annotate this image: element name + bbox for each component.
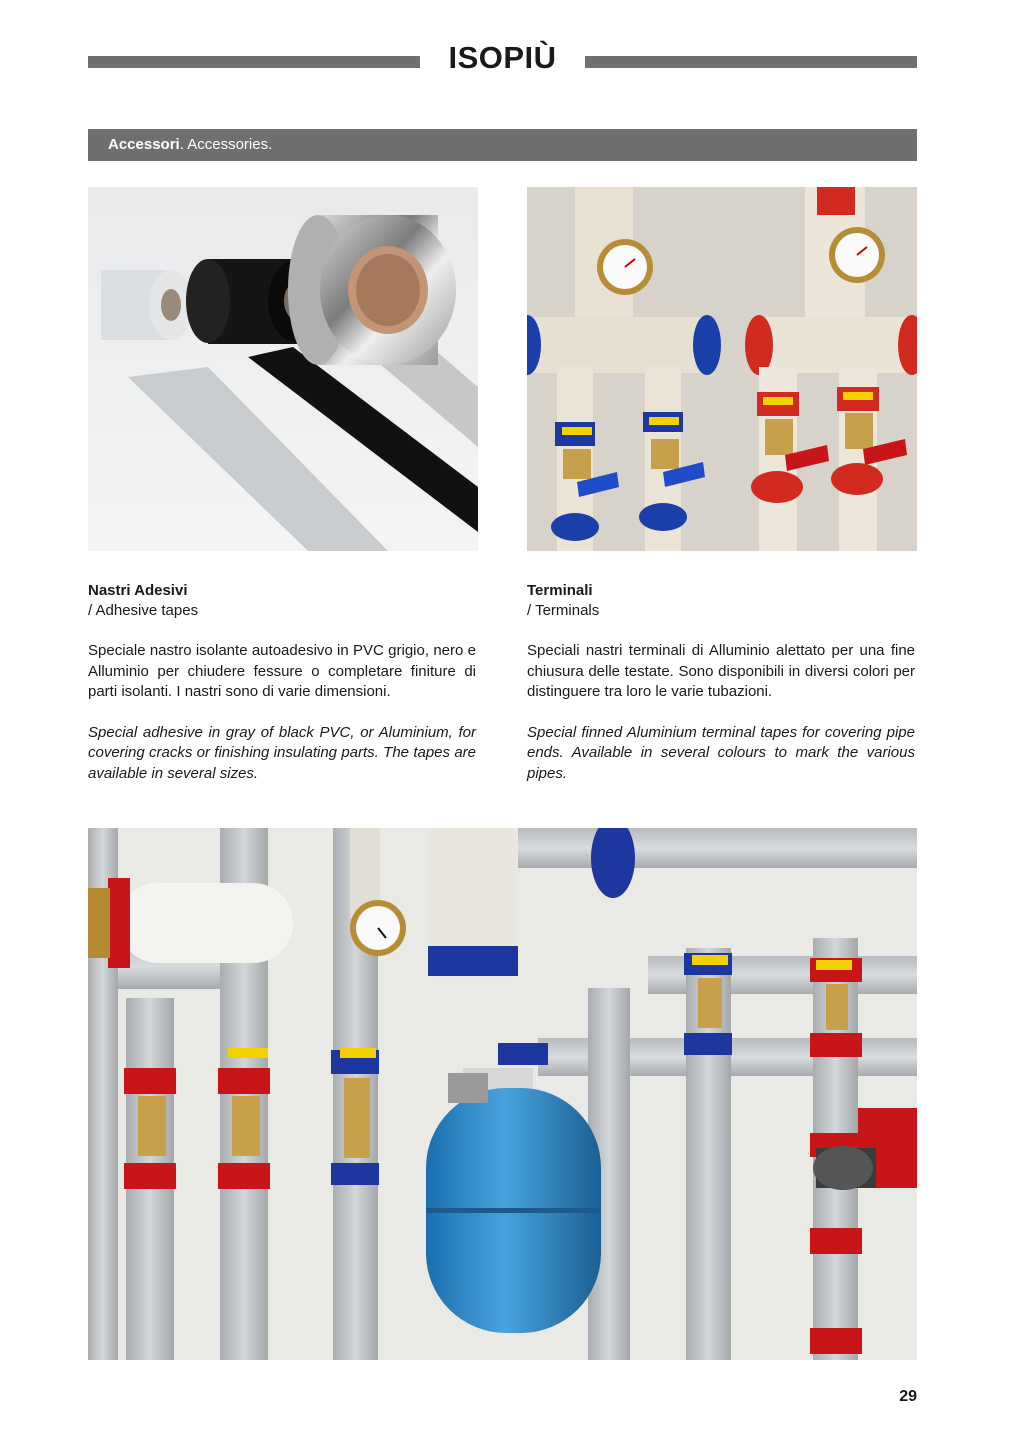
- tapes-text-italian: Speciale nastro isolante autoadesivo in PVC grigio, nero e Alluminio per chiudere fessure o completare finiture di parti isolanti. I nastri sono di varie dimensioni.: [88, 642, 476, 700]
- terminals-column: [527, 581, 915, 804]
- section-header: [88, 129, 917, 161]
- tapes-text-english: Special adhesive in gray of black PVC, or Aluminium, for covering cracks or finishing insulating parts. The tapes are available in several sizes.: [88, 723, 476, 782]
- section-title-rest: . Accessories.: [179, 136, 273, 153]
- tapes-photo: [88, 187, 478, 551]
- installation-photo: [88, 828, 917, 1360]
- terminals-text-italian: Speciali nastri terminali di Alluminio alettato per una fine chiusura delle testate. Sono disponibili in diversi colori per distinguere tra loro le varie tubazioni.: [527, 642, 915, 700]
- terminals-subtitle: / Terminals: [527, 602, 600, 619]
- brand-title: ISOPIÙ: [448, 40, 557, 75]
- tapes-subtitle: / Adhesive tapes: [88, 602, 199, 619]
- page-number: 29: [899, 1388, 917, 1405]
- tapes-title: Nastri Adesivi: [88, 582, 188, 599]
- header-rule-left: [88, 56, 420, 68]
- tapes-column: [88, 581, 476, 804]
- terminals-title: Terminali: [527, 582, 593, 599]
- terminals-text-english: Special finned Aluminium terminal tapes for covering pipe ends. Available in several colours to mark the various pipes.: [527, 723, 915, 782]
- section-title-bold: Accessori: [108, 136, 180, 153]
- terminals-photo: [527, 187, 917, 551]
- header-rule-right: [585, 56, 917, 68]
